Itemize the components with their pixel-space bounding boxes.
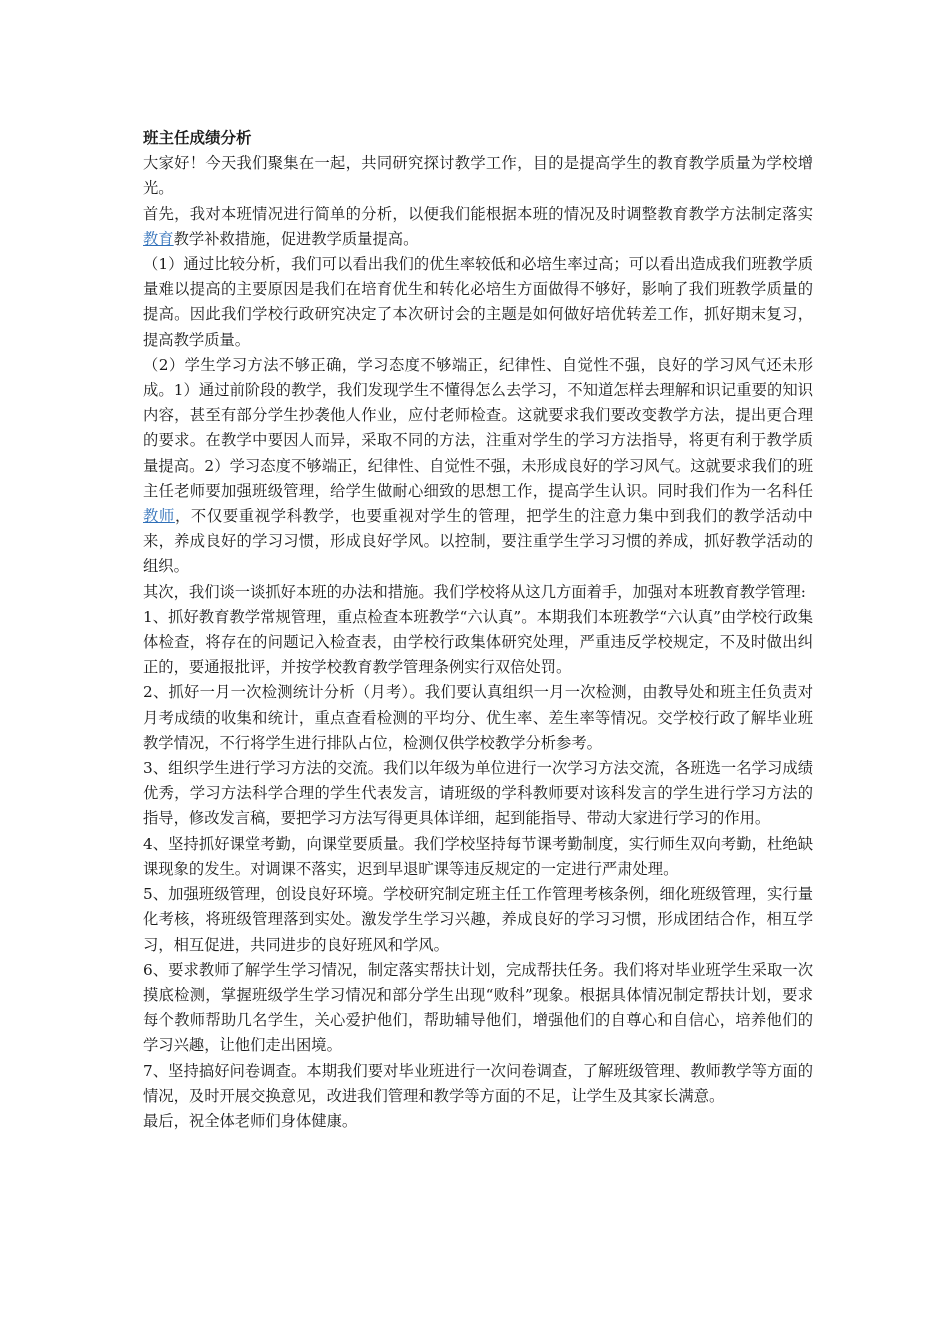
paragraph-measure-6 <box>143 958 813 1059</box>
paragraph-measure-3 <box>143 756 813 832</box>
document-body <box>143 126 813 1134</box>
paragraph-analysis-2-text-b: ，不仅要重视学科教学，也要重视对学生的管理，把学生的注意力集中到我们的教学活动中来，养成良好的学习习惯，形成良好学风。以控制，要注重学生学习习惯的养成，抓好教学活动的组织。 <box>143 507 813 576</box>
link-education[interactable]: 教育 <box>143 229 174 248</box>
paragraph-greeting <box>143 151 813 201</box>
paragraph-closing-text: 最后，祝全体老师们身体健康。 <box>143 1111 358 1130</box>
paragraph-measure-5-text: 5、加强班级管理，创设良好环境。学校研究制定班主任工作管理考核条例，细化班级管理，实行量化考核，将班级管理落到实处。激发学生学习兴趣，养成良好的学习习惯，形成团结合作，相互学习，相互促进，共同进步的良好班风和学风。 <box>143 885 813 954</box>
paragraph-measure-5 <box>143 882 813 958</box>
document-title: 班主任成绩分析 <box>143 129 252 147</box>
link-teacher[interactable]: 教师 <box>143 507 175 526</box>
paragraph-analysis-2-text-a: （2）学生学习方法不够正确，学习态度不够端正，纪律性、自觉性不强，良好的学习风气还未形成。1）通过前阶段的教学，我们发现学生不懂得怎么去学习，不知道怎样去理解和识记重要的知识内容，甚至有部分学生抄袭他人作业，应付老师检查。这就要求我们要改变教学方法，提出更合理的要求。在教学中要因人而异，采取不同的方法，注重对学生的学习方法指导，将更有利于教学质量提高。2）学习态度不够端正，纪律性、自觉性不强，未形成良好的学习风气。这就要求我们的班主任老师要加强班级管理，给学生做耐心细致的思想工作，提高学生认识。同时我们作为一名科任 <box>143 355 813 500</box>
paragraph-measure-2-text: 2、抓好一月一次检测统计分析（月考）。我们要认真组织一月一次检测，由教导处和班主任负责对月考成绩的收集和统计，重点查看检测的平均分、优生率、差生率等情况。交学校行政了解毕业班教学情况，不行将学生进行排队占位，检测仅供学校教学分析参考。 <box>143 683 813 752</box>
paragraph-analysis-1-text: （1）通过比较分析，我们可以看出我们的优生率较低和必培生率过高；可以看出造成我们班教学质量难以提高的主要原因是我们在培育优生和转化必培生方面做得不够好，影响了我们班教学质量的提高。因此我们学校行政研究决定了本次研讨会的主题是如何做好培优转差工作，抓好期末复习，提高教学质量。 <box>143 255 813 349</box>
paragraph-first-text-a: 首先，我对本班情况进行简单的分析，以便我们能根据本班的情况及时调整教育教学方法制定落实 <box>143 204 813 223</box>
paragraph-closing <box>143 1109 813 1134</box>
paragraph-second-text: 其次，我们谈一谈抓好本班的办法和措施。我们学校将从这几方面着手，加强对本班教育教学管理: <box>143 582 806 601</box>
paragraph-first-text-b: 教学补救措施，促进教学质量提高。 <box>173 229 419 248</box>
paragraph-measure-4-text: 4、坚持抓好课堂考勤，向课堂要质量。我们学校坚持每节课考勤制度，实行师生双向考勤，杜绝缺课现象的发生。对调课不落实，迟到早退旷课等违反规定的一定进行严肃处理。 <box>143 834 813 878</box>
paragraph-measure-4 <box>143 832 813 882</box>
paragraph-analysis-2 <box>143 353 813 580</box>
paragraph-greeting-text: 大家好！今天我们聚集在一起，共同研究探讨教学工作，目的是提高学生的教育教学质量为学校增光。 <box>143 154 813 198</box>
paragraph-measure-3-text: 3、组织学生进行学习方法的交流。我们以年级为单位进行一次学习方法交流，各班选一名学习成绩优秀，学习方法科学合理的学生代表发言，请班级的学科教师要对该科发言的学生进行学习方法的指导，修改发言稿，要把学习方法写得更具体详细，起到能指导、带动大家进行学习的作用。 <box>143 759 813 828</box>
paragraph-measure-2 <box>143 680 813 756</box>
paragraph-measure-7-text: 7、坚持搞好问卷调查。本期我们要对毕业班进行一次问卷调查，了解班级管理、教师教学等方面的情况，及时开展交换意见，改进我们管理和教学等方面的不足，让学生及其家长满意。 <box>143 1061 813 1105</box>
paragraph-second <box>143 580 813 605</box>
paragraph-measure-6-text: 6、要求教师了解学生学习情况，制定落实帮扶计划，完成帮扶任务。我们将对毕业班学生采取一次摸底检测，掌握班级学生学习情况和部分学生出现“败科”现象。根据具体情况制定帮扶计划，要求每个教师帮助几名学生，关心爱护他们，帮助辅导他们，增强他们的自尊心和自信心，培养他们的学习兴趣，让他们走出困境。 <box>143 960 813 1055</box>
paragraph-measure-1 <box>143 605 813 681</box>
paragraph-measure-1-text: 1、抓好教育教学常规管理，重点检查本班教学“六认真”。本期我们本班教学“六认真”由学校行政集体检查，将存在的问题记入检查表，由学校行政集体研究处理，严重违反学校规定，不及时做出纠正的，要通报批评，并按学校教育教学管理条例实行双倍处罚。 <box>143 607 813 677</box>
paragraph-first <box>143 202 813 252</box>
paragraph-analysis-1 <box>143 252 813 353</box>
paragraph-measure-7 <box>143 1059 813 1109</box>
